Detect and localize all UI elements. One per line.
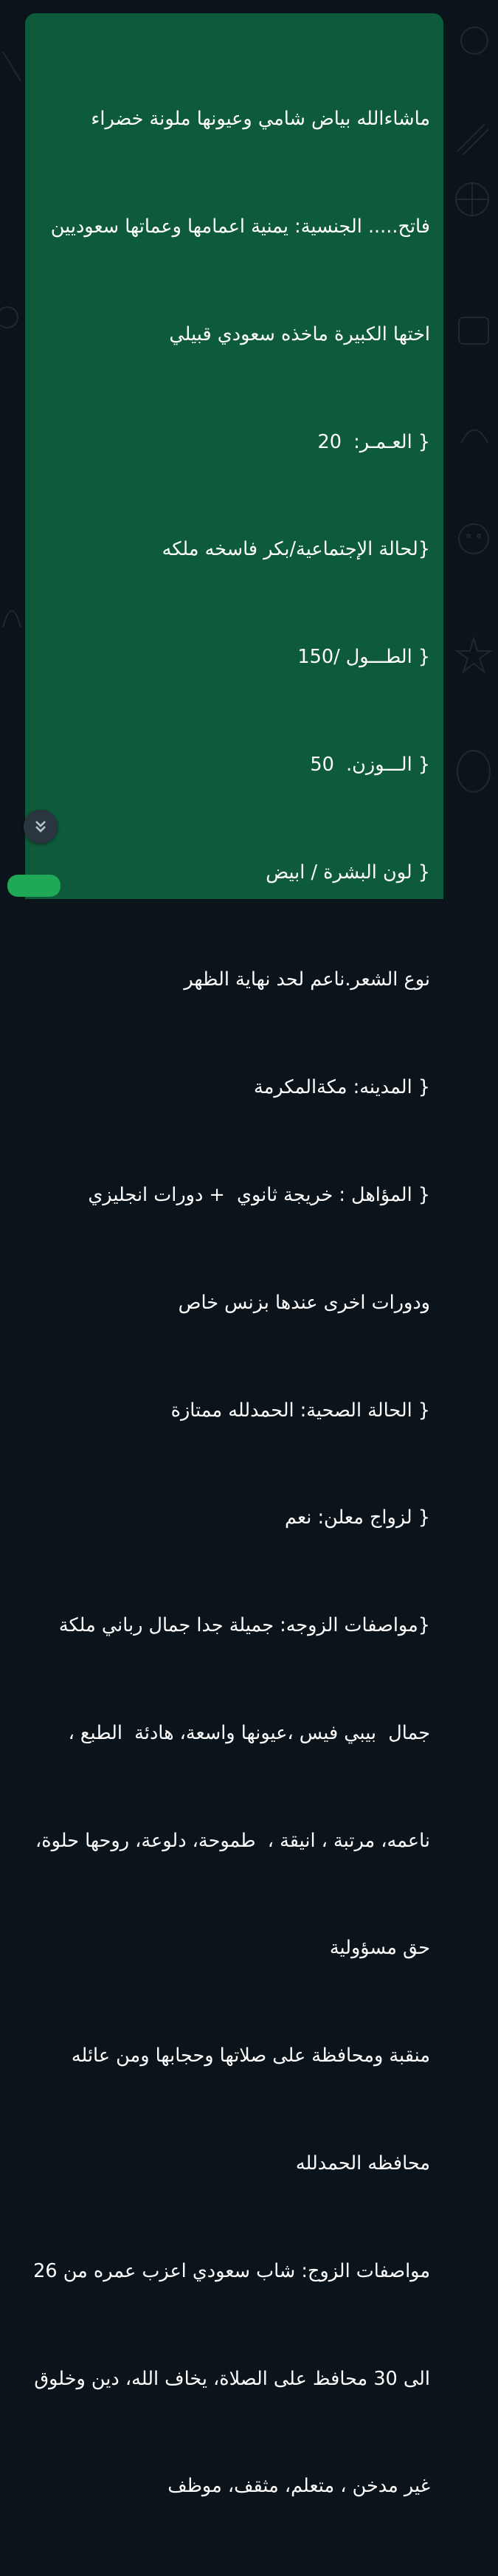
doodle-icon (0, 590, 24, 635)
message-line: فاتح..... الجنسية: يمنية اعمامها وعماتها سعوديين (50, 215, 430, 238)
message-line: { لزواج معلن: نعم (284, 1506, 430, 1529)
message-line: { الطـــول /150 (297, 646, 430, 669)
message-line: غير مدخن ، متعلم، مثقف، موظف (167, 2475, 430, 2498)
message-line: ودورات اخرى عندها بزنس خاص (178, 1291, 430, 1314)
scroll-to-bottom-button[interactable] (24, 810, 58, 844)
unread-indicator[interactable] (7, 875, 60, 897)
message-line: { العـمـر: 20 (317, 430, 430, 453)
doodle-icon (452, 745, 496, 797)
message-line: محافظه الحمدلله (295, 2152, 430, 2175)
message-text (35, 30, 430, 2576)
doodle-icon (454, 635, 494, 675)
message-line: {لحالة الإجتماعية/بكر فاسخه ملكه (162, 538, 430, 561)
message-line: ناعمه، مرتبة ، انيقة ، طموحة، دلوعة، روحها حلوة، (35, 1829, 430, 1852)
double-chevron-down-icon (32, 819, 49, 835)
message-line: اختها الكبيرة ماخذه سعودي قبيلي (169, 323, 430, 345)
message-line: { المؤاهل : خريجة ثانوي + دورات انجليزي (88, 1184, 430, 1206)
doodle-icon (456, 22, 493, 59)
message-line: { لون البشرة / ابيض (266, 861, 430, 884)
message-line: جمال بيبي فيس ،عيونها واسعة، هادئة الطبع ، (68, 1721, 430, 1744)
message-line: { الـــوزن. 50 (310, 753, 430, 776)
doodle-icon (452, 118, 492, 159)
message-line: الى 30 محافظ على الصلاة، يخاف الله، دين وخلوق (34, 2367, 430, 2390)
message-line: حق مسؤولية (329, 1937, 430, 1960)
doodle-icon (0, 295, 24, 340)
doodle-icon (450, 177, 494, 221)
message-line: {مواصفات الزوجه: جميلة جدا جمال رباني ملكة (58, 1614, 430, 1637)
message-line: ماشاءالله بياض شامي وعيونها ملونة خضراء (91, 108, 430, 131)
doodle-icon (0, 44, 24, 89)
doodle-icon (452, 517, 496, 561)
message-line: منقبة ومحافظة على صلاتها وحجابها ومن عائله (71, 2045, 430, 2067)
message-line: { الحالة الصحية: الحمدلله ممتازة (170, 1399, 430, 1422)
message-line: نوع الشعر.ناعم لحد نهاية الظهر (184, 968, 430, 991)
doodle-icon (454, 413, 494, 454)
doodle-icon (452, 310, 496, 354)
message-line: مواصفات الزوج: شاب سعودي اعزب عمره من 26 (33, 2259, 430, 2282)
message-bubble[interactable] (25, 13, 443, 2498)
message-line: { المدينه: مكةالمكرمة (254, 1076, 430, 1099)
